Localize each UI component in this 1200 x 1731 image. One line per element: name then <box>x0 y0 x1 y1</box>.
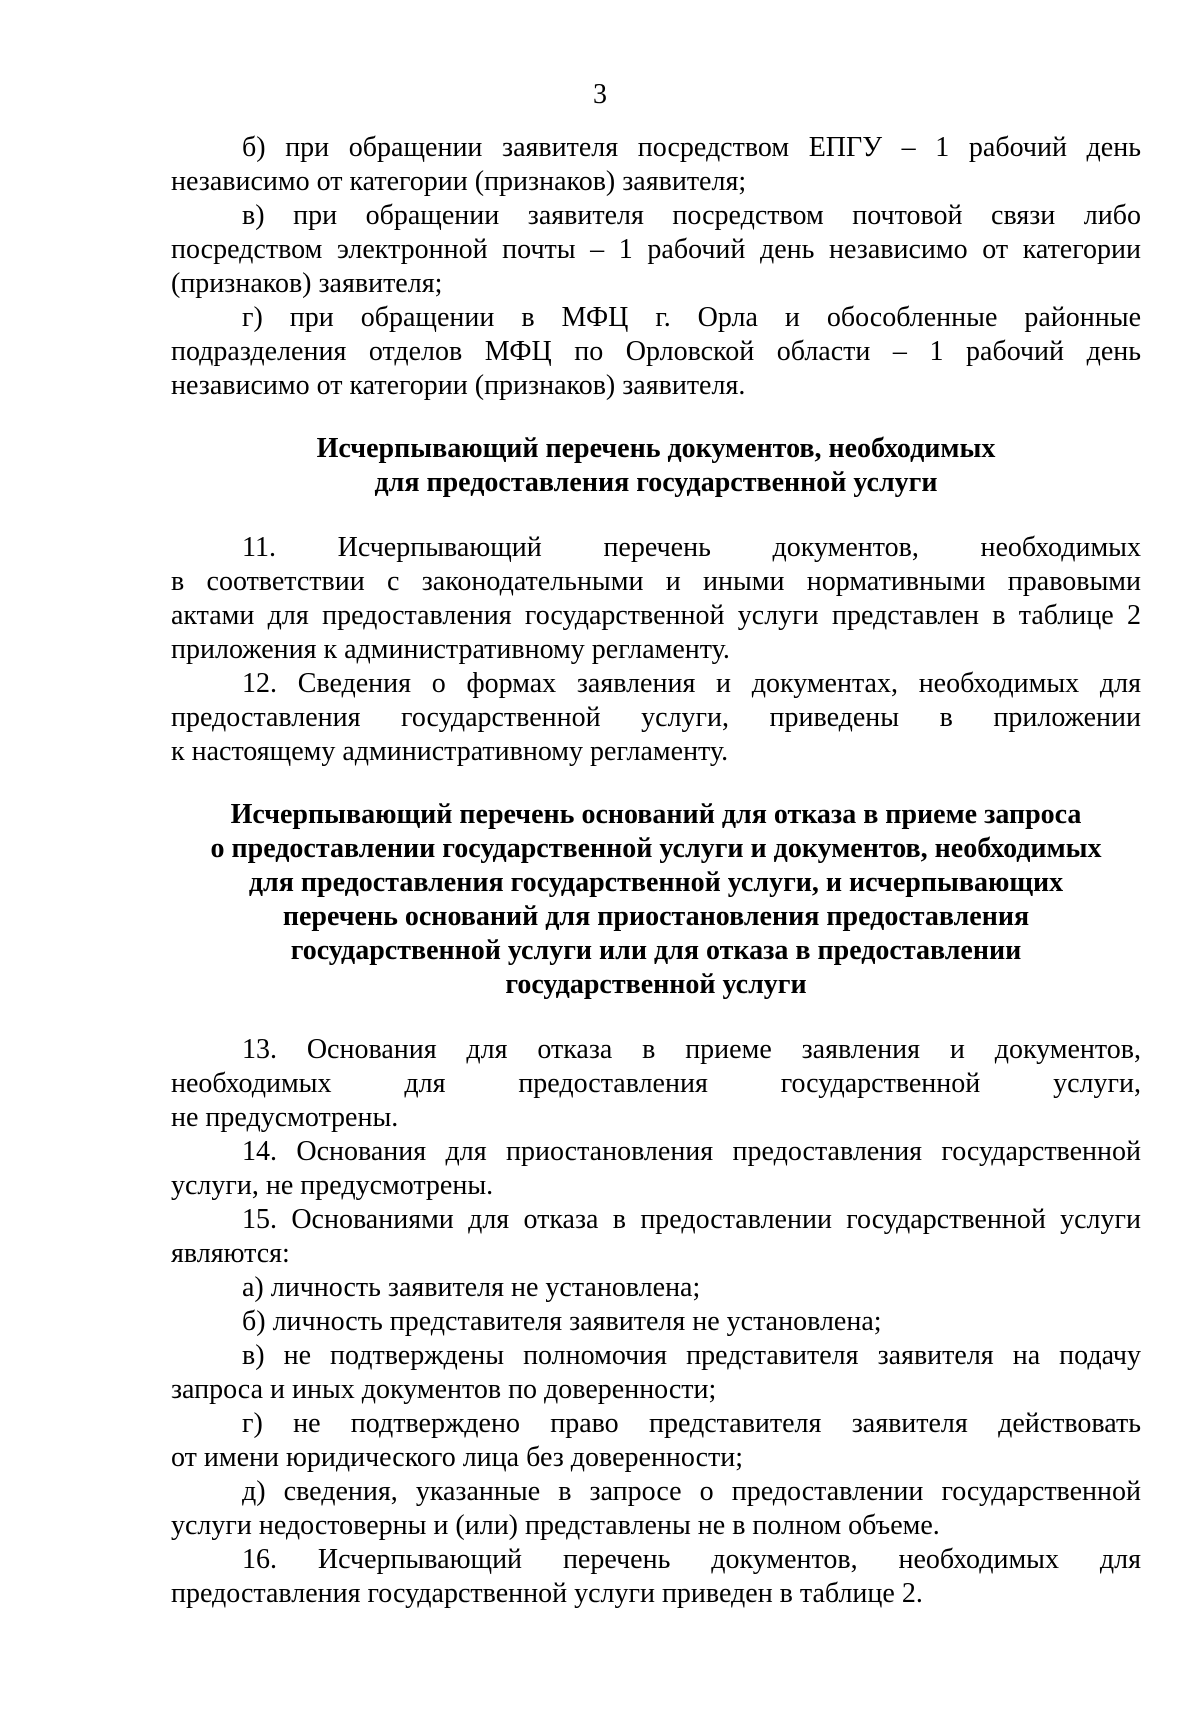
paragraph <box>171 667 1141 769</box>
text-line: д) сведения, указанные в запросе о предоставлении государственной <box>242 1476 1141 1507</box>
paragraph <box>171 1305 1141 1339</box>
text-line: актами для предоставления государственной услуги представлен в таблице 2 <box>171 600 1141 631</box>
text-line: запроса и иных документов по доверенности; <box>171 1374 717 1405</box>
text-line: в) при обращении заявителя посредством почтовой связи либо <box>242 200 1141 231</box>
text-line: являются: <box>171 1238 290 1269</box>
paragraph <box>171 1543 1141 1611</box>
text-line: посредством электронной почты – 1 рабочий день независимо от категории <box>171 234 1141 265</box>
heading-line: Исчерпывающий перечень документов, необходимых <box>316 433 996 464</box>
text-line: предоставления государственной услуги приведен в таблице 2. <box>171 1578 923 1609</box>
text-line: в) не подтверждены полномочия представителя заявителя на подачу <box>242 1340 1141 1371</box>
text-line: 15. Основаниями для отказа в предоставлении государственной услуги <box>242 1204 1141 1235</box>
text-line: независимо от категории (признаков) заявителя. <box>171 370 746 401</box>
text-line: не предусмотрены. <box>171 1102 399 1133</box>
text-line: а) личность заявителя не установлена; <box>242 1272 701 1303</box>
text-line: 12. Сведения о формах заявления и документах, необходимых для <box>242 668 1141 699</box>
heading-line: о предоставлении государственной услуги и документов, необходимых <box>210 833 1102 864</box>
text-line: приложения к административному регламенту. <box>171 634 730 665</box>
text-line: предоставления государственной услуги, приведены в приложении <box>171 702 1141 733</box>
document-content <box>171 131 1141 1611</box>
section-heading <box>171 432 1141 500</box>
text-line: необходимых для предоставления государственной услуги, <box>171 1068 1141 1099</box>
heading-line: перечень оснований для приостановления предоставления <box>282 901 1030 932</box>
text-line: (признаков) заявителя; <box>171 268 443 299</box>
text-line: независимо от категории (признаков) заявителя; <box>171 166 747 197</box>
text-line: б) при обращении заявителя посредством ЕПГУ – 1 рабочий день <box>242 132 1141 163</box>
paragraph <box>171 301 1141 403</box>
paragraph <box>171 1339 1141 1407</box>
text-line: г) при обращении в МФЦ г. Орла и обособленные районные <box>242 302 1141 333</box>
heading-line: для предоставления государственной услуги, и исчерпывающих <box>248 867 1064 898</box>
text-line: услуги недостоверны и (или) представлены не в полном объеме. <box>171 1510 940 1541</box>
paragraph <box>171 1271 1141 1305</box>
text-line: в соответствии с законодательными и иными нормативными правовыми <box>171 566 1141 597</box>
paragraph <box>171 199 1141 301</box>
text-line: от имени юридического лица без доверенности; <box>171 1442 744 1473</box>
text-line: 14. Основания для приостановления предоставления государственной <box>242 1136 1141 1167</box>
text-line: к настоящему административному регламенту. <box>171 736 729 767</box>
paragraph <box>171 1475 1141 1543</box>
paragraph <box>171 531 1141 667</box>
paragraph <box>171 131 1141 199</box>
text-line: 16. Исчерпывающий перечень документов, необходимых для <box>242 1544 1141 1575</box>
text-line: г) не подтверждено право представителя заявителя действовать <box>242 1408 1141 1439</box>
paragraph <box>171 1135 1141 1203</box>
text-line: услуги, не предусмотрены. <box>171 1170 494 1201</box>
heading-line: государственной услуги <box>505 969 807 1000</box>
text-line: подразделения отделов МФЦ по Орловской области – 1 рабочий день <box>171 336 1141 367</box>
paragraph <box>171 1033 1141 1135</box>
page-number: 3 <box>593 79 607 110</box>
heading-line: Исчерпывающий перечень оснований для отказа в приеме запроса <box>230 799 1082 830</box>
text-line: 11. Исчерпывающий перечень документов, необходимых <box>242 532 1141 563</box>
paragraph <box>171 1407 1141 1475</box>
text-line: 13. Основания для отказа в приеме заявления и документов, <box>242 1034 1141 1065</box>
heading-line: для предоставления государственной услуги <box>374 467 938 498</box>
text-line: б) личность представителя заявителя не установлена; <box>242 1306 882 1337</box>
section-heading <box>171 798 1141 1002</box>
heading-line: государственной услуги или для отказа в предоставлении <box>290 935 1022 966</box>
paragraph <box>171 1203 1141 1271</box>
